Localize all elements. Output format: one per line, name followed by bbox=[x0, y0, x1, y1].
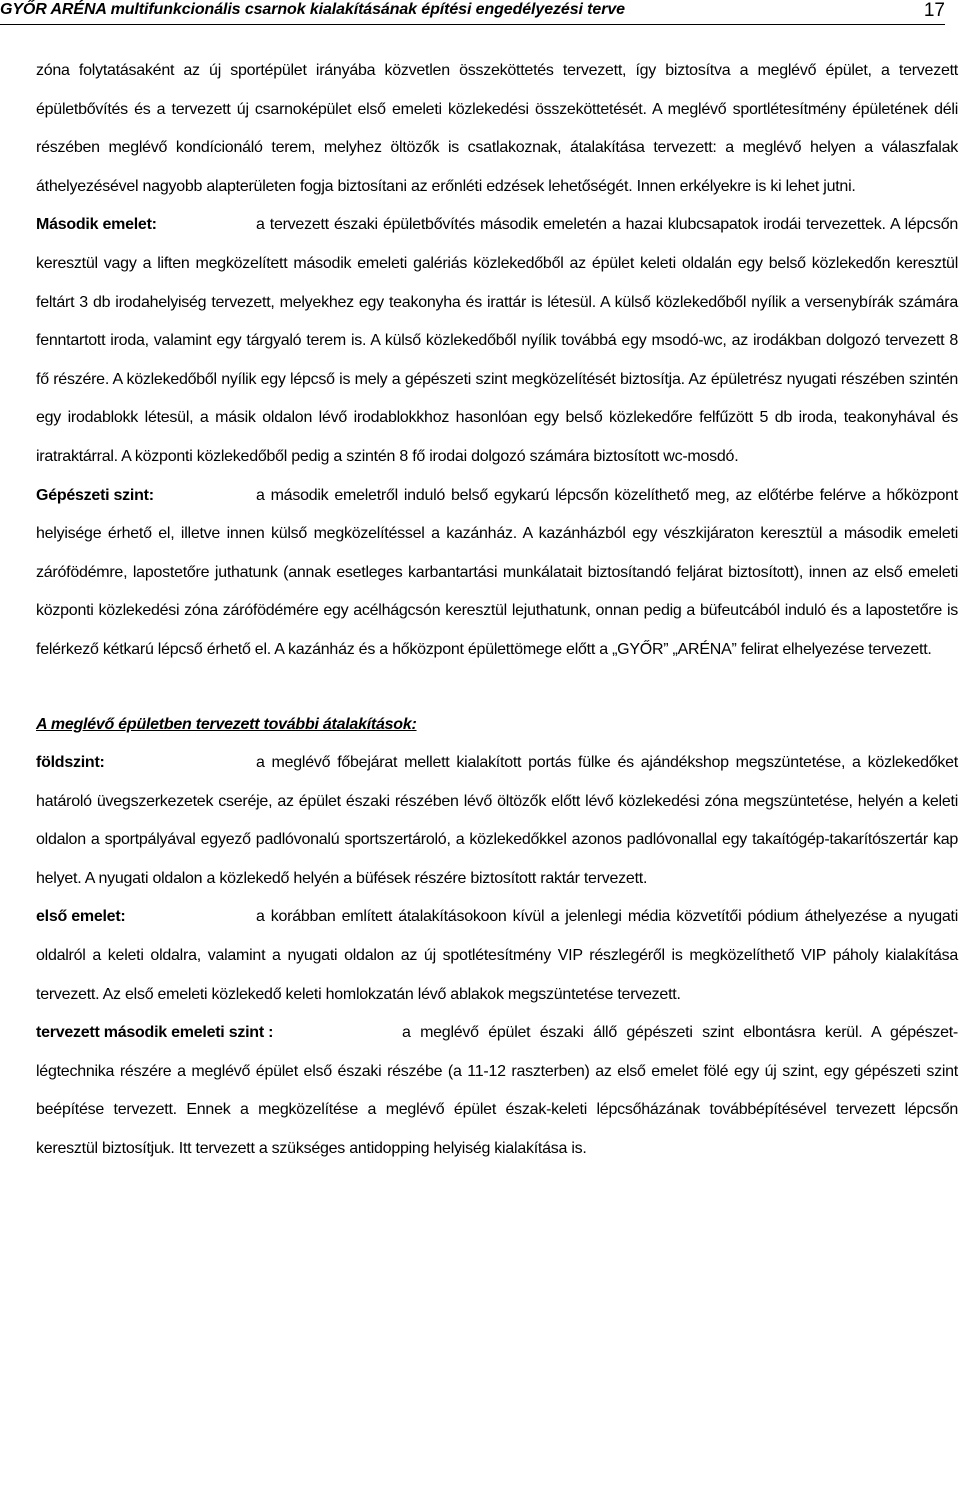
label-masodik-emelet: Második emelet: bbox=[36, 216, 157, 234]
text-masodik-emelet: a tervezett északi épületbővítés második emeletén a hazai klubcsapatok irodái tervezettek. A lépcsőn keresztül vagy a liften megközelített második emeleti galériás közlekedőből az épület keleti oldalán egy belső közlekedőn keresztül feltárt 3 db irodahelyiség tervezett, melyekhez egy teakonyha és irattár is létesül. A külső közlekedőből nyílik a versenybírák számára fenntartott iroda, valamint egy tárgyaló terem is. A külső közlekedőből nyílik továbbá egy msodó-wc, az irodákban dolgozó tervezett 8 fő részére. A közlekedőből nyílik egy lépcső is mely a gépészeti szint megközelítését biztosítja. Az épületrész nyugati részében szintén egy irodablokk létesül, a másik oldalon lévő irodablokkhoz hasonlóan egy belső közlekedőre felfűzött 5 db iroda, teakonyhával és iratraktárral. A központi közlekedőből pedig a szintén 8 fő irodai dolgozó számára biztosított wc-mosdó. bbox=[36, 216, 958, 465]
section-title: A meglévő épületben tervezett további átalakítások: bbox=[36, 715, 417, 733]
paragraph-tervezett-masodik-emeleti-szint bbox=[36, 1014, 958, 1168]
paragraph-masodik-emelet bbox=[36, 206, 958, 476]
paragraph-foldszint bbox=[36, 744, 958, 898]
text-tervezett-masodik-emeleti-szint: a meglévő épület északi állő gépészeti szint elbontásra kerül. A gépészet-légtechnika részére a meglévő épület első északi részébe (a 11-12 raszterben) az első emelet fölé egy új szint, egy gépészeti szint beépítése tervezett. Ennek a megközelítése a meglévő épület észak-keleti lépcsőházának továbbépítésével tervezett lépcsőn keresztül biztosítjuk. Itt tervezett a szükséges antidopping helyiség kialakítása is. bbox=[36, 1024, 958, 1158]
page-header bbox=[0, 0, 945, 25]
text-elso-emelet: a korábban említett átalakításokoon kívül a jelenlegi média közvetítői pódium áthelyezése a nyugati oldalról a keleti oldalra, valamint a nyugati oldalon az új spotlétesítmény VIP részlegéről is megközelíthető VIP páholy kialakítása tervezett. Az első emeleti közlekedő keleti homlokzatán lévő ablakok megszüntetése tervezett. bbox=[36, 908, 958, 1003]
document-body bbox=[36, 52, 958, 1169]
label-foldszint: földszint: bbox=[36, 754, 105, 772]
paragraph-gepeszeti-szint bbox=[36, 477, 958, 670]
header-title: GYŐR ARÉNA multifunkcionális csarnok kialakításának építési engedélyezési terve bbox=[0, 1, 625, 18]
text-gepeszeti-szint: a második emeletről induló belső egykarú lépcsőn közelíthető meg, az előtérbe felérve a hőközpont helyisége érhető el, illetve innen külső megközelítéssel a kazánház. A kazánházból egy vészkijáraton keresztül a második emeleti zárófödémre, lapostetőre juthatunk (annak esetleges karbantartási munkálatait biztosítandó feljárat biztosított), innen az első emeleti központi közlekedési zóna zárófödémére egy acélhágcsón keresztül lejuthatunk, onnan pedig a büfeutcából induló és a lapostetőre is felérkező kétkarú lépcső érhető el. A kazánház és a hőközpont épülettömege előtt a „GYŐR” „ARÉNA” felirat elhelyezése tervezett. bbox=[36, 486, 958, 658]
text-foldszint: a meglévő főbejárat mellett kialakított portás fülke és ajándékshop megszüntetése, a közlekedőket határoló üvegszerkezetek cseréje, az épület északi részében lévő öltözők előtt lévő közlekedési zóna megszüntetése, helyén a keleti oldalon a sportpályával egyező padlóvonalú sportszertároló, a közlekedőkkel azonos padlóvonallal egy takaítógép-takarítószertár kap helyet. A nyugati oldalon a közlekedő helyén a büfések részére biztosított raktár tervezett. bbox=[36, 754, 958, 887]
label-tervezett-masodik-emeleti-szint: tervezett második emeleti szint : bbox=[36, 1024, 274, 1042]
page-number: 17 bbox=[923, 0, 945, 21]
paragraph-intro: zóna folytatásaként az új sportépület irányába közvetlen összeköttetés tervezett, így biztosítva a meglévő épület, a tervezett épületbővítés és a tervezett új csarnoképület első emeleti közlekedési összeköttetését. A meglévő sportlétesítmény épületének déli részében meglévő kondícionáló terem, melyhez öltözők is csatlakoznak, átalakítása tervezett: a meglévő helyen a válaszfalak áthelyezésével nagyobb alapterületen fogja biztosítani az erőnléti edzések lehetőségét. Innen erkélyekre is ki lehet jutni. bbox=[36, 62, 958, 195]
label-gepeszeti-szint: Gépészeti szint: bbox=[36, 486, 154, 504]
paragraph-elso-emelet bbox=[36, 898, 958, 1014]
label-elso-emelet: első emelet: bbox=[36, 908, 126, 926]
